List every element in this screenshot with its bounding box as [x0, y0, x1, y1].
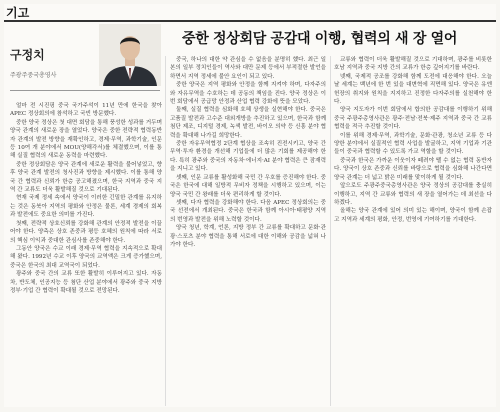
- author-title: 주광주중국총영사: [10, 72, 57, 79]
- paragraph: 올해는 양국 관계에 있어 의미 있는 해이며, 양국이 함께 손잡고 지역과 세계의 평화, 안정, 번영에 기여하기를 기대한다.: [334, 208, 492, 223]
- paragraph: 중한 자유무역협정 2단계 협상을 조속히 진전시키고, 양국 간 무역·투자 환경을 개선해 기업들에 더 많은 기회를 제공해야 한다. 특히 광주와 중국의 자동차·에너지·AI 분야 협력은 큰 잠재력을 지니고 있다.: [170, 141, 326, 173]
- paragraph: 양국 청년, 학계, 언론, 지방 정부 간 교류를 확대하고 문화·관광·스포츠 분야 협력을 통해 서로에 대한 이해와 공감을 넓혀 나가야 한다.: [170, 225, 326, 248]
- paragraph: 얼마 전 시진핑 중국 국가주석이 11년 만에 한국을 찾아 APEC 정상회의에 참석하고 국빈 방문했다.: [10, 103, 162, 118]
- section-divider: [4, 20, 496, 22]
- paragraph: 중한 양국 정상은 첫 대면 회담을 통해 풍성한 성과를 거두며 양국 관계의 새로운 장을 열었다. 양국은 중한 전략적 협력동반자 관계의 발전 방향을 재확인하고, 경제·무역, 과학기술, 인문 등 10여 개 분야에서 MOU(양해각서)를 체결했으며, 이를 통해 실질 협력의 새로운 동력을 마련했다.: [10, 119, 162, 160]
- article-headline: 중한 정상회담 공감대 이행, 협력의 새 장 열어: [182, 31, 458, 47]
- article-column-1: [10, 102, 162, 412]
- paragraph: 넷째, 국제적 공조를 강화해 함께 도전에 대응해야 한다. 오늘날 세계는 백년에 한 번 있을 대변혁에 직면해 있다. 양국은 유엔 헌장의 취지와 원칙을 지지하고 진정한 다자주의를 실천해야 한다.: [334, 73, 492, 106]
- column-divider: [165, 56, 166, 406]
- paragraph: 이를 위해 경제·무역, 과학기술, 문화·관광, 청소년 교류 등 다양한 분야에서 실질적인 협력 사업을 발굴하고, 지역 기업과 기관들이 중국과 협력할 수 있도록 가교 역할을 할 것이다.: [334, 132, 492, 156]
- article-column-3: [334, 56, 492, 406]
- paragraph: 둘째, 실질 협력을 심화해 호혜 상생을 실현해야 한다. 중국은 고품질 발전과 고수준 대외개방을 추진하고 있으며, 한국과 함께 첨단 제조, 디지털 경제, 녹색 발전, 바이오 의약 등 신흥 분야 협력을 확대해 나가길 희망한다.: [170, 107, 326, 139]
- paragraph: 셋째, 인문 교류를 활성화해 국민 간 우호를 증진해야 한다. 중국은 한국에 대해 일방적 무비자 정책을 시행하고 있으며, 이는 양국 국민 간 왕래를 더욱 편리하게 할 것이다.: [170, 174, 326, 198]
- paragraph: 중국과 한국은 가까운 이웃이자 떼려야 뗄 수 없는 협력 동반자다. 양국이 상호 존중과 신뢰를 바탕으로 협력을 심화해 나간다면 양국 관계는 더 넓고 밝은 미래를 맞이하게 될 것이다.: [334, 157, 492, 181]
- paragraph: 교류와 협력이 더욱 활발해질 것으로 기대하며, 광주를 비롯한 호남 지역과 중국 지방 간의 교류가 한층 깊어지기를 바란다.: [334, 57, 492, 72]
- paragraph: 현재 국제 정세 속에서 양국이 이러한 긴밀한 관계를 유지하는 것은 동북아 지역의 평화와 안정은 물론, 세계 경제의 회복과 발전에도 중요한 의미를 가진다.: [10, 195, 162, 219]
- column-divider: [330, 56, 331, 406]
- article-column-2: [170, 56, 326, 406]
- paragraph: 중한 양국은 지역 평화와 안정을 함께 지켜야 하며, 다자주의와 자유무역을 수호하는 데 공동의 책임을 진다. 양국 정상은 이번 회담에서 공급망 안정과 산업 협력 강화에 뜻을 모았다.: [170, 82, 326, 106]
- paragraph: 광주와 중국 간의 교류 또한 활발히 이루어지고 있다. 자동차, 반도체, 인공지능 등 첨단 산업 분야에서 광주와 중국 지방 정부·기업 간 협력이 확대될 것으로 전망된다.: [10, 271, 162, 294]
- author-photo: [99, 24, 161, 86]
- author-divider: [10, 90, 160, 91]
- paragraph: 첫째, 전략적 상호신뢰를 강화해 관계의 안정적 발전을 이끌어야 한다. 양측은 상호 존중과 평등 호혜의 원칙에 따라 서로의 핵심 이익과 중대한 관심사를 존중해야 한다.: [10, 220, 162, 244]
- author-name: 구정치: [10, 48, 45, 62]
- author-portrait-icon: [99, 24, 161, 86]
- article-page: [4, 4, 496, 407]
- paragraph: 그동안 양국은 수교 이래 경제·무역 협력을 지속적으로 확대해 왔다. 1992년 수교 이후 양국의 교역액은 크게 증가했으며, 중국은 한국의 최대 교역국이 되었다.: [10, 245, 162, 269]
- paragraph: 양국 지도자가 이번 회담에서 합의한 공감대를 이행하기 위해 중국 주광주총영사관은 광주·전남·전북·제주 지역과 중국 간 교류 협력을 적극 추진할 것이다.: [334, 107, 492, 131]
- paragraph: 중한 정상회담은 양국 관계에 새로운 활력을 불어넣었고, 향후 양국 관계 발전의 청사진과 방향을 제시했다. 이를 통해 양국 간 협력과 신뢰가 한층 공고해졌으며, 한국 지역과 중국 지역 간 교류도 더욱 활발해질 것으로 기대된다.: [10, 161, 162, 194]
- paragraph: 중국, 하나의 대한 약 관심을 수 없음을 분명히 했다. 최근 일본의 일부 정치인들이 역사와 대만 문제 등에서 부적절한 발언을 하면서 지역 정세에 불안 요인이 되고 있다.: [170, 57, 326, 80]
- paragraph: 셋째, 다자 협력을 강화해야 한다. 다음 APEC 정상회의는 중국 선전에서 개최된다. 중국은 한국과 함께 아시아·태평양 지역의 번영과 발전을 위해 노력할 것이다.: [170, 199, 326, 223]
- section-label: 기고: [6, 6, 30, 20]
- paragraph: 앞으로도 주광주중국총영사관은 양국 정상의 공감대를 충실히 이행하고, 지역 간 교류와 협력의 새 장을 열어가는 데 최선을 다하겠다.: [334, 183, 492, 206]
